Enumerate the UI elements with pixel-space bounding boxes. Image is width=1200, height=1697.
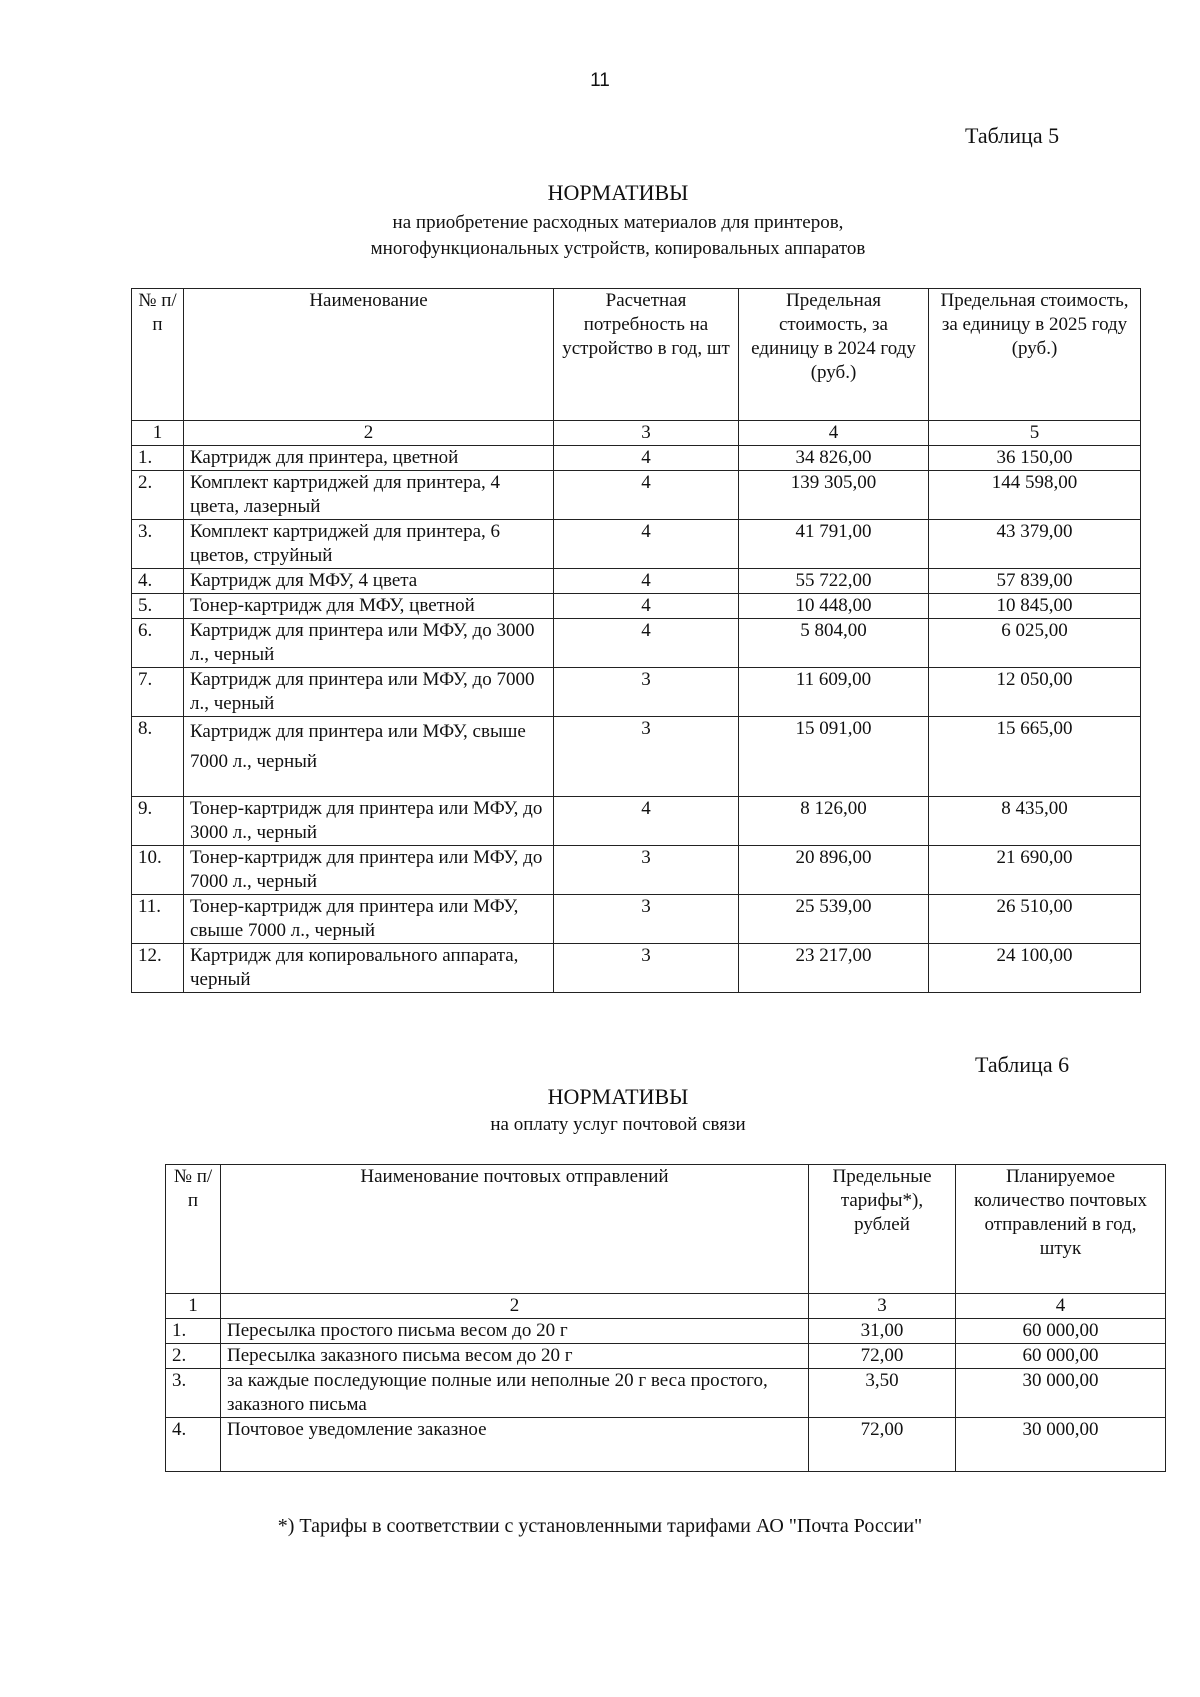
row-price2025: 24 100,00 bbox=[929, 944, 1141, 993]
row-qty: 3 bbox=[554, 944, 739, 993]
table5 bbox=[131, 288, 1141, 993]
table-row bbox=[166, 1319, 1166, 1344]
table-row bbox=[132, 446, 1141, 471]
table5-header-name: Наименование bbox=[184, 289, 554, 421]
table5-index-cell: 3 bbox=[554, 421, 739, 446]
row-price2024: 10 448,00 bbox=[739, 594, 929, 619]
row-num: 9. bbox=[132, 797, 184, 846]
row-qty: 3 bbox=[554, 895, 739, 944]
row-name: за каждые последующие полные или неполные 20 г веса простого, заказного письма bbox=[221, 1369, 809, 1418]
row-num: 3. bbox=[166, 1369, 221, 1418]
row-num: 3. bbox=[132, 520, 184, 569]
row-price2025: 15 665,00 bbox=[929, 717, 1141, 797]
row-name: Картридж для принтера или МФУ, до 7000 л., черный bbox=[184, 668, 554, 717]
table-row bbox=[132, 569, 1141, 594]
table5-title: НОРМАТИВЫ bbox=[547, 180, 689, 205]
row-num: 7. bbox=[132, 668, 184, 717]
table-row bbox=[132, 471, 1141, 520]
row-price2024: 139 305,00 bbox=[739, 471, 929, 520]
row-num: 4. bbox=[166, 1418, 221, 1472]
table6-index-row bbox=[166, 1294, 1166, 1319]
table6-label: Таблица 6 bbox=[975, 1052, 1070, 1077]
table6-index-cell: 1 bbox=[166, 1294, 221, 1319]
table5-label: Таблица 5 bbox=[965, 123, 1060, 148]
row-price2025: 57 839,00 bbox=[929, 569, 1141, 594]
table5-index-row bbox=[132, 421, 1141, 446]
row-name: Картридж для копировального аппарата, черный bbox=[184, 944, 554, 993]
row-price2024: 11 609,00 bbox=[739, 668, 929, 717]
table6-header-name: Наименование почтовых отправлений bbox=[221, 1165, 809, 1294]
row-num: 10. bbox=[132, 846, 184, 895]
row-tariff: 72,00 bbox=[809, 1418, 956, 1472]
table-row bbox=[132, 594, 1141, 619]
row-num: 8. bbox=[132, 717, 184, 797]
table-row bbox=[132, 520, 1141, 569]
table-row bbox=[132, 717, 1141, 797]
table5-header-row bbox=[132, 289, 1141, 421]
row-price2025: 10 845,00 bbox=[929, 594, 1141, 619]
table-row bbox=[166, 1369, 1166, 1418]
row-num: 1. bbox=[166, 1319, 221, 1344]
table6-title: НОРМАТИВЫ bbox=[547, 1084, 689, 1109]
row-name: Тонер-картридж для принтера или МФУ, до 3000 л., черный bbox=[184, 797, 554, 846]
table-row bbox=[132, 619, 1141, 668]
table5-header-num: № п/п bbox=[132, 289, 184, 421]
row-qty: 3 bbox=[554, 846, 739, 895]
row-tariff: 3,50 bbox=[809, 1369, 956, 1418]
table6-header-row bbox=[166, 1165, 1166, 1294]
row-name: Тонер-картридж для МФУ, цветной bbox=[184, 594, 554, 619]
table5-header-qty: Расчетная потребность на устройство в год, шт bbox=[554, 289, 739, 421]
table5-header-price2024: Предельная стоимость, за единицу в 2024 году (руб.) bbox=[739, 289, 929, 421]
table6-subtitle: на оплату услуг почтовой связи bbox=[490, 1114, 746, 1135]
row-price2025: 26 510,00 bbox=[929, 895, 1141, 944]
row-count: 30 000,00 bbox=[956, 1418, 1166, 1472]
row-num: 11. bbox=[132, 895, 184, 944]
row-price2025: 144 598,00 bbox=[929, 471, 1141, 520]
row-num: 5. bbox=[132, 594, 184, 619]
row-name: Пересылка простого письма весом до 20 г bbox=[221, 1319, 809, 1344]
row-name: Картридж для принтера или МФУ, свыше 7000 л., черный bbox=[184, 717, 554, 797]
row-qty: 4 bbox=[554, 797, 739, 846]
row-name: Почтовое уведомление заказное bbox=[221, 1418, 809, 1472]
row-price2024: 20 896,00 bbox=[739, 846, 929, 895]
row-num: 12. bbox=[132, 944, 184, 993]
row-qty: 4 bbox=[554, 594, 739, 619]
row-name: Картридж для принтера, цветной bbox=[184, 446, 554, 471]
table-row bbox=[132, 668, 1141, 717]
row-price2025: 12 050,00 bbox=[929, 668, 1141, 717]
row-price2024: 8 126,00 bbox=[739, 797, 929, 846]
row-qty: 4 bbox=[554, 619, 739, 668]
row-price2025: 21 690,00 bbox=[929, 846, 1141, 895]
row-price2024: 34 826,00 bbox=[739, 446, 929, 471]
table5-header-price2025: Предельная стоимость, за единицу в 2025 году (руб.) bbox=[929, 289, 1141, 421]
row-name: Картридж для принтера или МФУ, до 3000 л., черный bbox=[184, 619, 554, 668]
table5-subtitle-line1: на приобретение расходных материалов для принтеров, bbox=[392, 212, 844, 233]
row-qty: 4 bbox=[554, 471, 739, 520]
table6 bbox=[165, 1164, 1166, 1472]
row-num: 2. bbox=[132, 471, 184, 520]
row-price2024: 5 804,00 bbox=[739, 619, 929, 668]
table6-index-cell: 2 bbox=[221, 1294, 809, 1319]
row-qty: 4 bbox=[554, 446, 739, 471]
table6-index-cell: 4 bbox=[956, 1294, 1166, 1319]
row-name: Тонер-картридж для принтера или МФУ, до 7000 л., черный bbox=[184, 846, 554, 895]
row-num: 1. bbox=[132, 446, 184, 471]
table6-header-num: № п/п bbox=[166, 1165, 221, 1294]
table-row bbox=[166, 1418, 1166, 1472]
table6-index-cell: 3 bbox=[809, 1294, 956, 1319]
table5-index-cell: 4 bbox=[739, 421, 929, 446]
row-price2024: 23 217,00 bbox=[739, 944, 929, 993]
table5-index-cell: 2 bbox=[184, 421, 554, 446]
table-row bbox=[132, 944, 1141, 993]
row-price2025: 36 150,00 bbox=[929, 446, 1141, 471]
row-price2024: 55 722,00 bbox=[739, 569, 929, 594]
row-qty: 3 bbox=[554, 668, 739, 717]
table5-index-cell: 1 bbox=[132, 421, 184, 446]
table6-header-count: Планируемое количество почтовых отправлений в год, штук bbox=[956, 1165, 1166, 1294]
table6-header-tariff: Предельные тарифы*), рублей bbox=[809, 1165, 956, 1294]
footnote: *) Тарифы в соответствии с установленными тарифами АО "Почта России" bbox=[277, 1515, 923, 1537]
row-qty: 4 bbox=[554, 520, 739, 569]
row-tariff: 72,00 bbox=[809, 1344, 956, 1369]
row-price2025: 6 025,00 bbox=[929, 619, 1141, 668]
row-num: 2. bbox=[166, 1344, 221, 1369]
row-price2024: 41 791,00 bbox=[739, 520, 929, 569]
row-price2025: 43 379,00 bbox=[929, 520, 1141, 569]
row-qty: 3 bbox=[554, 717, 739, 797]
table-row bbox=[132, 895, 1141, 944]
row-num: 4. bbox=[132, 569, 184, 594]
row-num: 6. bbox=[132, 619, 184, 668]
row-count: 30 000,00 bbox=[956, 1369, 1166, 1418]
row-name: Пересылка заказного письма весом до 20 г bbox=[221, 1344, 809, 1369]
row-price2025: 8 435,00 bbox=[929, 797, 1141, 846]
row-name: Комплект картриджей для принтера, 6 цветов, струйный bbox=[184, 520, 554, 569]
row-qty: 4 bbox=[554, 569, 739, 594]
table-row bbox=[132, 846, 1141, 895]
table5-subtitle-line2: многофункциональных устройств, копировальных аппаратов bbox=[370, 238, 866, 259]
table-row bbox=[166, 1344, 1166, 1369]
page-number: 11 bbox=[590, 70, 610, 91]
row-price2024: 15 091,00 bbox=[739, 717, 929, 797]
row-count: 60 000,00 bbox=[956, 1344, 1166, 1369]
row-name: Комплект картриджей для принтера, 4 цвета, лазерный bbox=[184, 471, 554, 520]
row-price2024: 25 539,00 bbox=[739, 895, 929, 944]
row-tariff: 31,00 bbox=[809, 1319, 956, 1344]
table-row bbox=[132, 797, 1141, 846]
row-name: Картридж для МФУ, 4 цвета bbox=[184, 569, 554, 594]
row-name: Тонер-картридж для принтера или МФУ, свыше 7000 л., черный bbox=[184, 895, 554, 944]
row-count: 60 000,00 bbox=[956, 1319, 1166, 1344]
table5-index-cell: 5 bbox=[929, 421, 1141, 446]
